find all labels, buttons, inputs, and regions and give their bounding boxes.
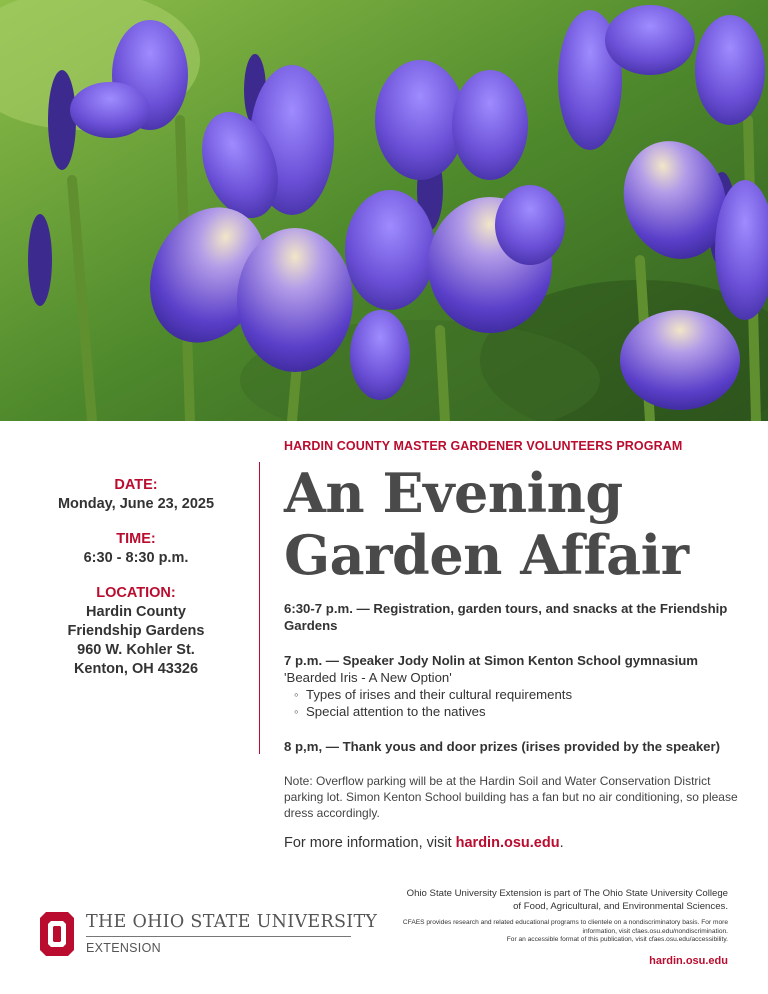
- bullet-item: ◦ Special attention to the natives: [294, 703, 744, 720]
- time-value: 6:30 - 8:30 p.m.: [83, 550, 189, 566]
- location-line: 960 W. Kohler St.: [77, 642, 195, 658]
- talk-title: 'Bearded Iris - A New Option': [284, 670, 452, 685]
- block-o-icon: [40, 912, 74, 956]
- speaker-heading: 7 p.m. — Speaker Jody Nolin at Simon Kenton School gymnasium: [284, 653, 699, 668]
- date-block: [40, 476, 232, 514]
- logo-rule: [86, 936, 351, 937]
- footer-fine-print: [398, 888, 728, 967]
- bullet-item: ◦ Types of irises and their cultural requirements: [294, 686, 744, 703]
- nondiscrimination-statement: CFAES provides research and related educational programs to clientele on a nondiscriminatory basis. For more information, visit cfaes.osu.edu/nondiscrimination.: [402, 919, 728, 935]
- more-info-suffix: .: [559, 835, 564, 851]
- location-line: Friendship Gardens: [67, 623, 205, 639]
- more-info-prefix: For more information, visit: [284, 835, 456, 851]
- more-info: [284, 835, 744, 851]
- extension-label: EXTENSION: [86, 941, 161, 955]
- vertical-divider: [259, 462, 260, 754]
- talk-bullets: [294, 686, 744, 720]
- title-line-2: Garden Affair: [284, 523, 689, 587]
- agenda-item-registration: 6:30-7 p.m. — Registration, garden tours, and snacks at the Friendship Gardens: [284, 601, 728, 633]
- agenda-item-prizes: 8 p,m, — Thank yous and door prizes (irises provided by the speaker): [284, 739, 721, 754]
- accessibility-statement: For an accessible format of this publication, visit cfaes.osu.edu/accessibility.: [506, 936, 728, 944]
- time-block: [40, 530, 232, 568]
- location-line: Hardin County: [86, 604, 186, 620]
- agenda: [284, 600, 744, 755]
- hero-photo: [0, 0, 768, 421]
- location-label: LOCATION:: [96, 585, 176, 601]
- program-name: HARDIN COUNTY MASTER GARDENER VOLUNTEERS PROGRAM: [284, 439, 683, 453]
- main-content: [284, 438, 744, 851]
- date-value: Monday, June 23, 2025: [57, 496, 215, 512]
- parking-note: Note: Overflow parking will be at the Hardin Soil and Water Conservation District parking lot. Simon Kenton School building has a fan but no air conditioning, so please dress accordingly.: [284, 774, 738, 820]
- title-line-1: An Evening: [284, 461, 623, 525]
- more-info-link[interactable]: hardin.osu.edu: [455, 835, 560, 851]
- footer-url[interactable]: hardin.osu.edu: [649, 954, 728, 967]
- osu-extension-logo: [40, 912, 378, 956]
- time-label: TIME:: [116, 531, 156, 547]
- location-block: [40, 584, 232, 679]
- agenda-item-speaker: [284, 652, 744, 720]
- date-label: DATE:: [114, 477, 158, 493]
- extension-statement: Ohio State University Extension is part of The Ohio State University College of Food, Agricultural, and Environmental Sciences.: [406, 888, 728, 912]
- location-line: Kenton, OH 43326: [73, 661, 199, 677]
- iris-photo-illustration: [0, 0, 768, 421]
- event-details-sidebar: [40, 476, 232, 695]
- university-name: THE OHIO STATE UNIVERSITY: [86, 912, 378, 932]
- event-title: [284, 462, 744, 586]
